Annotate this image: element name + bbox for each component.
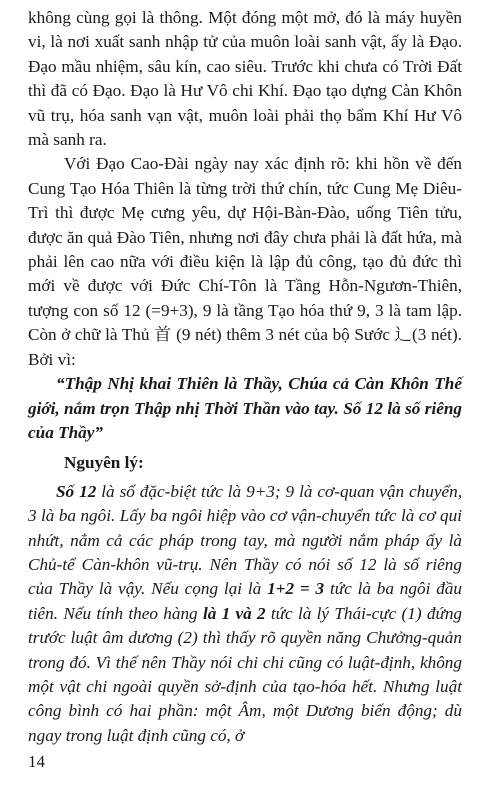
section-heading: Nguyên lý:	[64, 453, 144, 473]
body-text	[28, 6, 462, 748]
quote-paragraph: “Thập Nhị khai Thiên là Thầy, Chúa cả Càn Khôn Thế giới, nắm trọn Thập nhị Thời Thần vào tay. Số 12 là số riêng của Thầy”	[28, 374, 462, 442]
paragraph-principle	[28, 480, 462, 748]
paragraph-cao-dai-part-c: (3 nét). Bởi vì:	[28, 325, 462, 369]
principle-part-b: tức là ba ngôi đầu tiên. Nếu tính theo hàng	[28, 579, 462, 623]
principle-bold-rank: là 1 và 2	[202, 603, 266, 623]
paragraph-intro: không cùng gọi là thông. Một đóng một mở, đó là máy huyền vi, là nơi xuất sanh nhập tử của muôn loài sanh vật, ấy là Đạo. Đạo mầu nhiệm, sâu kín, cao siêu. Trước khi chưa có Trời Đất thì đã có Đạo. Đạo là Hư Vô chi Khí. Đạo tạo dựng Càn Khôn vũ trụ, hóa sanh vạn vật, muôn loài phải thọ bẩm Khí Hư Vô mà sanh ra.	[28, 8, 462, 150]
principle-lead: Số 12	[56, 481, 97, 501]
paragraph-cao-dai-part-b: (9 nét) thêm 3 nét của bộ Sước	[171, 325, 395, 345]
principle-bold-sum: 1+2 = 3	[267, 579, 325, 599]
chinese-character-thu: 首	[154, 325, 172, 345]
chinese-radical-suoc: 辶	[394, 325, 413, 345]
page-number: 14	[28, 752, 45, 771]
paragraph-cao-dai	[28, 152, 462, 372]
paragraph-cao-dai-part-a: Với Đạo Cao-Đài ngày nay xác định rõ: khi hồn về đến Cung Tạo Hóa Thiên là từng trời thứ chín, tức Cung Mẹ Diêu-Trì thì được Mẹ cưng yêu, dự Hội-Bàn-Đào, uống Tiên tửu, được ăn quả Đào Tiên, nhưng nơi đây chưa phải là đất hứa, mà phải lên cao nữa với điều kiện là lập đủ công, tạo đủ đức thì mới về được với Đức Chí-Tôn là Tầng Hỗn-Ngươn-Thiên, tượng con số 12 (=9+3), 9 là tầng Tạo hóa thứ 9, 3 là tam lập. Còn ở chữ là Thủ	[28, 154, 462, 345]
principle-part-a: là số đặc-biệt tức là 9+3; 9 là cơ-quan vận chuyển, 3 là ba ngôi. Lấy ba ngôi hiệp vào cơ vận-chuyển tức là cơ qui nhứt, nắm cả các pháp trong tay, mà người nắm pháp ấy là Chủ-tể Càn-khôn vũ-trụ. Nên Thầy có nói số 12 là số riêng của Thầy là vậy. Nếu cọng lại là	[28, 481, 463, 599]
principle-part-c: tức là lý Thái-cực (1) đứng trước luật âm dương (2) thì thấy rõ quyền năng Chưởng-quản trong đó. Vì thế nên Thầy nói chi chi cũng có luật-định, không một vật chi ngoài quyền sở-định của tạo-hóa hết. Nhưng luật công bình có hai phần: một Âm, một Dương biến động; dù ngay trong luật định cũng có, ở	[28, 603, 463, 745]
